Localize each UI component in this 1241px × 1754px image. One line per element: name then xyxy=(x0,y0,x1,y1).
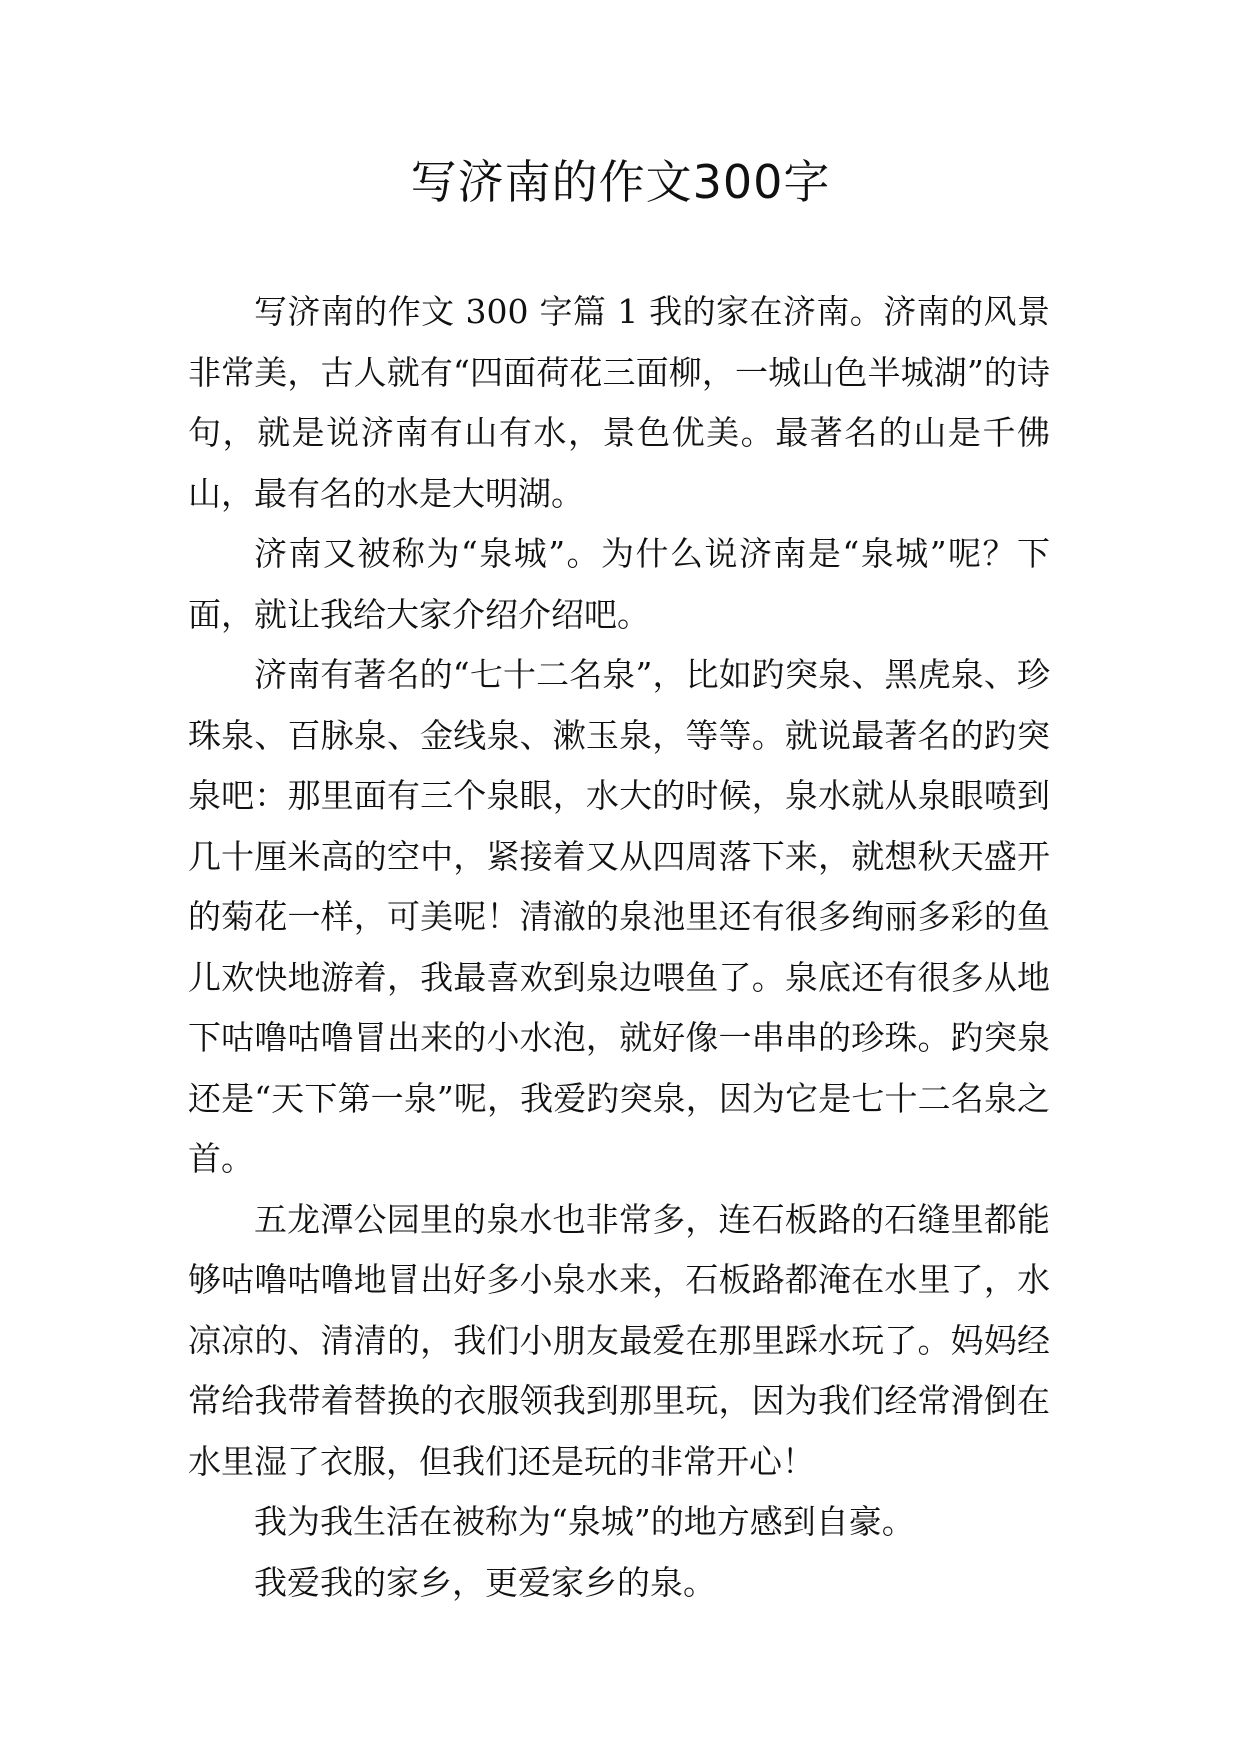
paragraph-2: 济南又被称为“泉城”。为什么说济南是“泉城”呢？下面，就让我给大家介绍介绍吧。 xyxy=(188,534,1050,634)
document-title: 写济南的作文300字 xyxy=(410,155,831,209)
paragraph-6: 我爱我的家乡，更爱家乡的泉。 xyxy=(254,1562,716,1602)
paragraph-3: 济南有著名的“七十二名泉”，比如趵突泉、黑虎泉、珍珠泉、百脉泉、金线泉、漱玉泉，等等。就说最著名的趵突泉吧：那里面有三个泉眼，水大的时候，泉水就从泉眼喷到几十厘米高的空中，紧接着又从四周落下来，就想秋天盛开的菊花一样，可美呢！清澈的泉池里还有很多绚丽多彩的鱼儿欢快地游着，我最喜欢到泉边喂鱼了。泉底还有很多从地下咕噜咕噜冒出来的小水泡，就好像一串串的珍珠。趵突泉还是“天下第一泉”呢，我爱趵突泉，因为它是七十二名泉之首。 xyxy=(188,655,1050,1178)
paragraph-4: 五龙潭公园里的泉水也非常多，连石板路的石缝里都能够咕噜咕噜地冒出好多小泉水来，石板路都淹在水里了，水凉凉的、清清的，我们小朋友最爱在那里踩水玩了。妈妈经常给我带着替换的衣服领我到那里玩，因为我们经常滑倒在水里湿了衣服，但我们还是玩的非常开心！ xyxy=(188,1199,1050,1481)
paragraph-1: 写济南的作文 300 字篇 1 我的家在济南。济南的风景非常美，古人就有“四面荷花三面柳，一城山色半城湖”的诗句，就是说济南有山有水，景色优美。最著名的山是千佛山，最有名的水是大明湖。 xyxy=(188,292,1050,513)
document-body xyxy=(188,282,1050,1613)
paragraph-5: 我为我生活在被称为“泉城”的地方感到自豪。 xyxy=(254,1502,915,1541)
